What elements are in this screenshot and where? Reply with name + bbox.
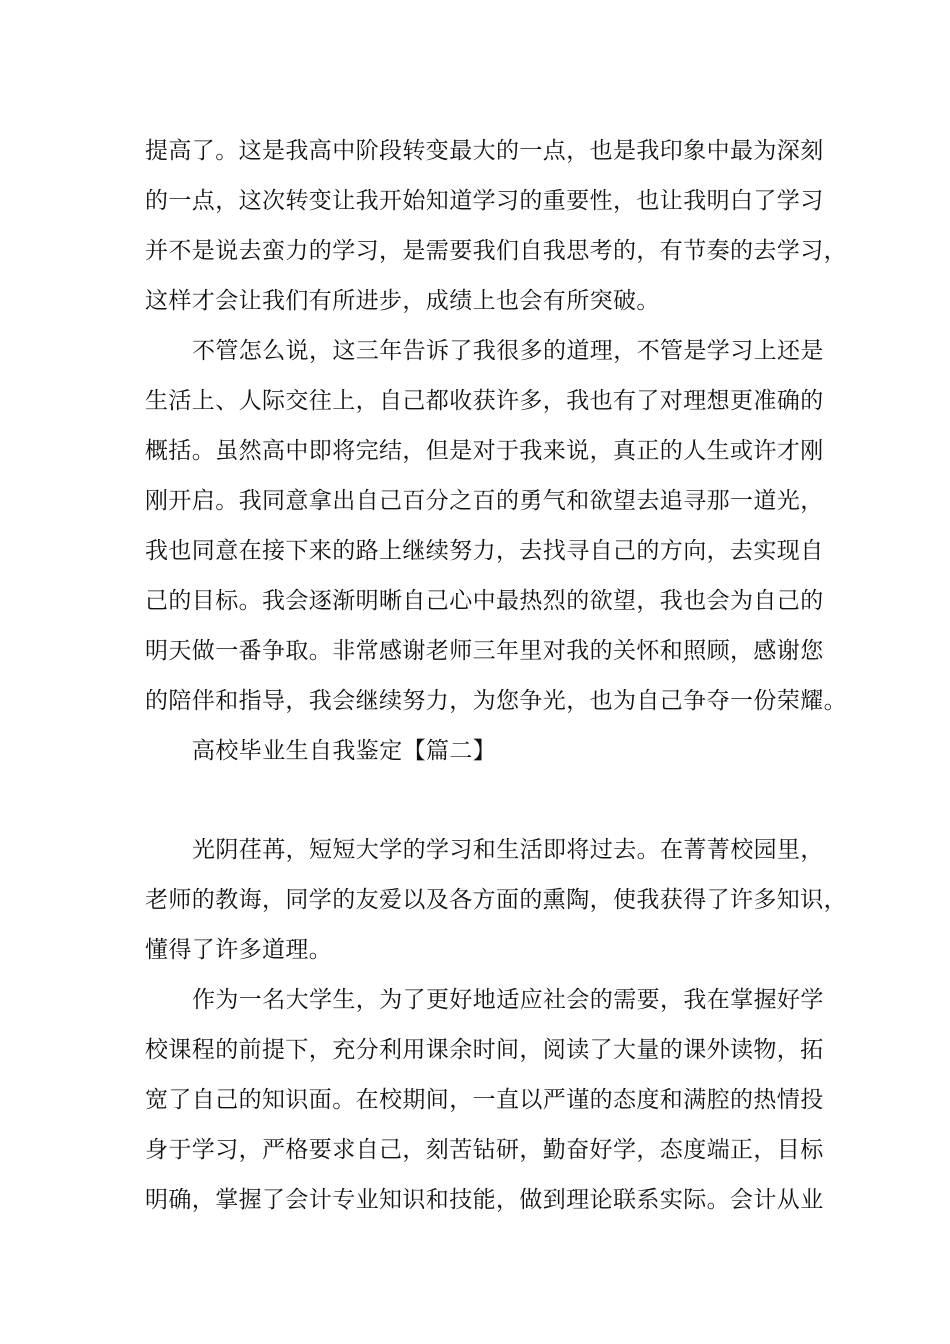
- paragraph-line: 的一点，这次转变让我开始知道学习的重要性，也让我明白了学习: [145, 188, 824, 214]
- section-heading: 高校毕业生自我鉴定【篇二】: [192, 738, 497, 764]
- paragraph-line: 宽了自己的知识面。在校期间，一直以严谨的态度和满腔的热情投: [145, 1087, 824, 1113]
- paragraph-line: 提高了。这是我高中阶段转变最大的一点，也是我印象中最为深刻: [145, 138, 824, 164]
- paragraph-line: 校课程的前提下，充分利用课余时间，阅读了大量的课外读物，拓: [145, 1037, 824, 1063]
- paragraph-line: 的陪伴和指导，我会继续努力，为您争光，也为自己争夺一份荣耀。: [145, 688, 847, 714]
- paragraph-line: 光阴荏苒，短短大学的学习和生活即将过去。在菁菁校园里，: [192, 837, 824, 863]
- paragraph-line: 作为一名大学生，为了更好地适应社会的需要，我在掌握好学: [192, 987, 824, 1013]
- paragraph-line: 老师的教诲，同学的友爱以及各方面的熏陶，使我获得了许多知识，: [145, 887, 847, 913]
- paragraph-line: 我也同意在接下来的路上继续努力，去找寻自己的方向，去实现自: [145, 538, 824, 564]
- paragraph-line: 身于学习，严格要求自己，刻苦钻研，勤奋好学，态度端正，目标: [145, 1137, 824, 1163]
- paragraph-line: 生活上、人际交往上，自己都收获许多，我也有了对理想更准确的: [145, 388, 824, 414]
- paragraph-line: 这样才会让我们有所进步，成绩上也会有所突破。: [145, 288, 660, 314]
- paragraph-line: 并不是说去蛮力的学习，是需要我们自我思考的，有节奏的去学习，: [145, 238, 847, 264]
- paragraph-line: 懂得了许多道理。: [145, 937, 333, 963]
- paragraph-line: 己的目标。我会逐渐明晰自己心中最热烈的欲望，我也会为自己的: [145, 588, 824, 614]
- paragraph-line: 概括。虽然高中即将完结，但是对于我来说，真正的人生或许才刚: [145, 438, 824, 464]
- paragraph-line: 明确，掌握了会计专业知识和技能，做到理论联系实际。会计从业: [145, 1187, 824, 1213]
- paragraph-line: 不管怎么说，这三年告诉了我很多的道理，不管是学习上还是: [192, 338, 824, 364]
- paragraph-line: 刚开启。我同意拿出自己百分之百的勇气和欲望去追寻那一道光，: [145, 488, 824, 514]
- paragraph-line: 明天做一番争取。非常感谢老师三年里对我的关怀和照顾，感谢您: [145, 638, 824, 664]
